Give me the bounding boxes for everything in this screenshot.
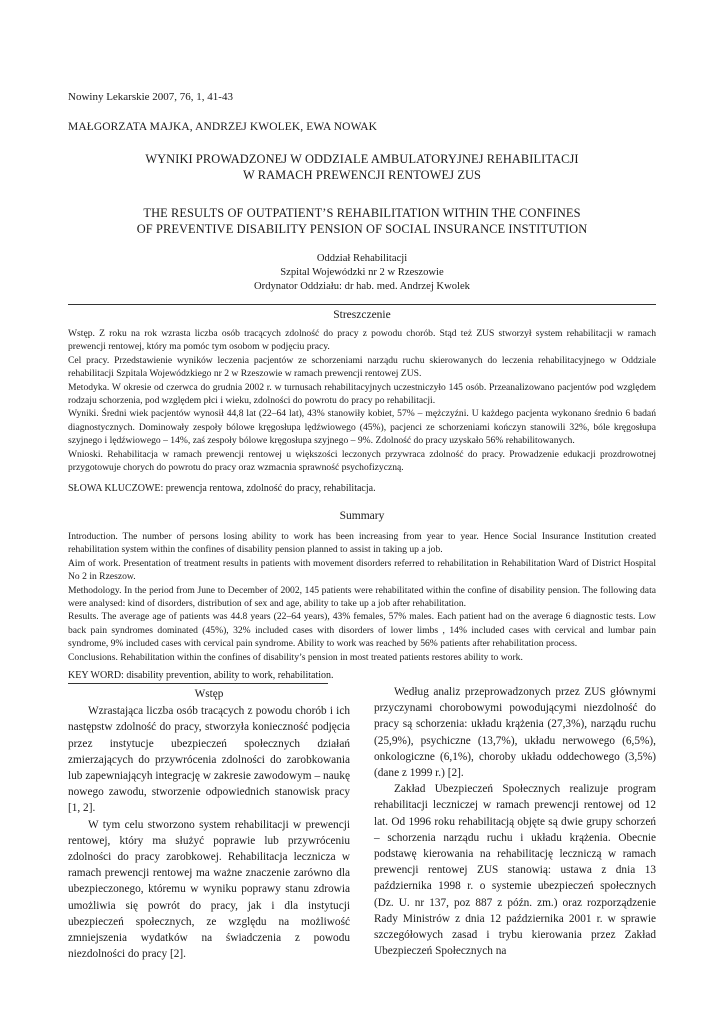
keywords-english: KEY WORD: disability prevention, ability to work, rehabilitation. bbox=[68, 670, 334, 681]
abstract-english-heading: Summary bbox=[339, 510, 385, 522]
affiliation-line: Szpital Wojewódzki nr 2 w Rzeszowie bbox=[280, 267, 444, 278]
title-english bbox=[68, 205, 656, 237]
abstract-polish bbox=[68, 327, 656, 474]
body-paragraph: W tym celu stworzono system rehabilitacji w prewencji rentowej, który ma służyć poprawie lub przywróceniu zdolności do pracy zarobkowej. Rehabilitacja lecznicza w ramach prewencji rentowej ma ważne znaczenie zarówno dla ubezpieczonego, któremu w wyniku poprawy stanu zdrowia umożliwia się powrót do pracy, jak i dla instytucji ubezpieczeń społecznych, ze względu na możliwość zmniejszenia wydatków na świadczenia z powodu niezdolności do pracy [2]. bbox=[68, 818, 350, 961]
divider bbox=[68, 683, 328, 684]
authors: MAŁGORZATA MAJKA, ANDRZEJ KWOLEK, EWA NOWAK bbox=[68, 121, 378, 133]
abstract-paragraph: Methodology. In the period from June to December of 2002, 145 patients were rehabilitated within the confine of disability pension. The following data were analysed: kind of disorders, distribution of sex and age, ability to take up a job after rehabilitation. bbox=[68, 584, 656, 610]
affiliation-line: Ordynator Oddziału: dr hab. med. Andrzej Kwolek bbox=[254, 281, 470, 292]
abstract-paragraph: Aim of work. Presentation of treatment results in patients with movement disorders referred to rehabilitation in Rehabilitation Ward of District Hospital No 2 in Rzeszow. bbox=[68, 557, 656, 583]
title-polish-line: W RAMACH PREWENCJI RENTOWEJ ZUS bbox=[242, 168, 482, 182]
keywords-polish: SŁOWA KLUCZOWE: prewencja rentowa, zdolność do pracy, rehabilitacja. bbox=[68, 483, 376, 494]
abstract-paragraph: Results. The average age of patients was 44.8 years (22–64 years), 43% females, 57% males. Each patient had on the average 6 diagnostic tests. Low back pain syndromes dominated (45%), 32% included cases with disorders of lower limbs , 14% included cases with cervical and lumbar pain syndrome, 9% included cases with cervical pain syndrome. Ability to work was reached by 56% patients after rehabilitation process. bbox=[68, 611, 656, 650]
body-paragraph: Zakład Ubezpieczeń Społecznych realizuje program rehabilitacji leczniczej w ramach prewencji rentowej od 12 lat. Od 1996 roku rehabilitacją objęte są dwie grupy schorzeń – schorzenia narządu ruchu i układu krążenia. Obecnie podstawę kierowania na rehabilitację leczniczą w ramach prewencji rentowej ZUS stanowią: ustawa z dnia 13 października 1998 r. o systemie ubezpieczeń społecznych (Dz. U. nr 137, poz 887 z późn. zm.) oraz rozporządzenie Rady Ministrów z dnia 12 października 2001 r. w sprawie szczegółowych zasad i trybu kierowania przez Zakład Ubezpieczeń Społecznych na bbox=[374, 783, 656, 958]
section-heading-wstep: Wstęp bbox=[194, 688, 224, 700]
abstract-polish-heading: Streszczenie bbox=[333, 309, 391, 321]
title-english-line: OF PREVENTIVE DISABILITY PENSION OF SOCIAL INSURANCE INSTITUTION bbox=[136, 222, 588, 236]
journal-reference: Nowiny Lekarskie 2007, 76, 1, 41-43 bbox=[68, 91, 233, 103]
title-polish bbox=[68, 151, 656, 183]
abstract-paragraph: Wnioski. Rehabilitacja w ramach prewencji rentowej u większości leczonych przywraca zdolność do pracy. Prowadzenie edukacji prozdrowotnej przygotowuje chorych do powrotu do pracy oraz wzmacnia sprawność psychofizyczną. bbox=[68, 448, 656, 474]
title-english-line: THE RESULTS OF OUTPATIENT’S REHABILITATION WITHIN THE CONFINES bbox=[143, 206, 581, 220]
title-polish-line: WYNIKI PROWADZONEJ W ODDZIALE AMBULATORYJNEJ REHABILITACJI bbox=[145, 152, 579, 166]
body-column-right bbox=[374, 684, 656, 959]
abstract-paragraph: Metodyka. W okresie od czerwca do grudnia 2002 r. w turnusach rehabilitacyjnych uczestniczyło 145 osób. Przeanalizowano pacjentów pod względem rodzaju schorzenia, pod względem płci i wieku, zdolności do powrotu do pracy po rehabilitacji. bbox=[68, 381, 656, 407]
affiliation-line: Oddział Rehabilitacji bbox=[316, 253, 408, 264]
abstract-paragraph: Conclusions. Rehabilitation within the confines of disability’s pension in most treated patients restores ability to work. bbox=[68, 651, 523, 663]
abstract-paragraph: Wstęp. Z roku na rok wzrasta liczba osób tracących zdolność do pracy z powodu chorób. Stąd też ZUS stworzył system rehabilitacji w ramach prewencji rentowej, który ma pomóc tym osobom w podjęciu pracy. bbox=[68, 328, 656, 353]
divider bbox=[68, 304, 656, 305]
abstract-paragraph: Cel pracy. Przedstawienie wyników leczenia pacjentów ze schorzeniami narządu ruchu skierowanych do leczenia rehabilitacyjnego w Oddziale rehabilitacji Szpitala Wojewódzkiego nr 2 w Rzeszowie w ramach prewencji rentowej ZUS. bbox=[68, 354, 656, 380]
abstract-english bbox=[68, 530, 656, 664]
affiliation bbox=[68, 252, 656, 294]
abstract-paragraph: Wyniki. Średni wiek pacjentów wynosił 44,8 lat (22–64 lat), 43% stanowiły kobiet, 57% – mężczyźni. U każdego pacjenta wykonano średnio 6 badań diagnostycznych. Dominowały zespoły bólowe kręgosłupa lędźwiowego (45%), pacjenci ze schorzeniami kończyn stanowili 32%, bóle kręgosłupa szyjnego i lędźwiowego – 14%, zaś zespoły bólowe kręgosłupa szyjnego – 9%. Zdolność do pracy uzyskało 56% rehabilitowanych. bbox=[68, 408, 656, 447]
body-paragraph: Wzrastająca liczba osób tracących z powodu chorób i ich następstw zdolność do pracy, stworzyła konieczność podjęcia przez instytucje ubezpieczeń społecznych działań zmierzających do przywrócenia zdolności do zarobkowania lub zapewniającyh integrację w zakresie zawodowym – naukę nowego zawodu, stworzenie odpowiednich stanowisk pracy [1, 2]. bbox=[68, 705, 350, 815]
abstract-paragraph: Introduction. The number of persons losing ability to work has been increasing from year to year. Hence Social Insurance Institution created rehabilitation system within the confines of disability pension planned to assist in taking up a job. bbox=[68, 531, 656, 556]
body-column-left bbox=[68, 686, 350, 962]
body-paragraph: Według analiz przeprowadzonych przez ZUS głównymi przyczynami chorobowymi powodującymi niezdolność do pracy są schorzenia: układu krążenia (27,3%), narządu ruchu (25,9%), psychiczne (13,7%), układu nerwowego (6,5%), onkologiczne (6,1%), choroby układu oddechowego (3,5%) (dane z 1999 r.) [2]. bbox=[374, 686, 656, 780]
